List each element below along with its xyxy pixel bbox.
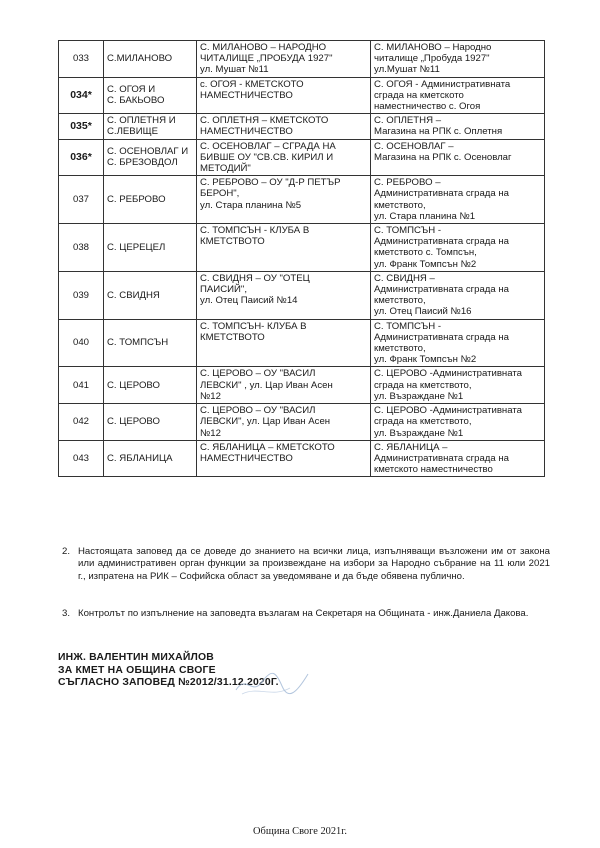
signatory-authority: СЪГЛАСНО ЗАПОВЕД №2012/31.12.2020Г. [58,677,279,689]
cell-line: БЕРОН", [200,188,240,200]
cell-line: ул. Стара планина №1 [374,210,476,222]
cell-line: ПАИСИЙ", [200,284,247,296]
cell-line: С. БАКЬОВО [107,95,165,107]
cell-line: С. МИЛАНОВО – НАРОДНО [200,42,327,53]
cell-line: С.ЛЕВИЩЕ [107,126,158,138]
cell-line: кметството, [374,295,426,307]
cell-line: С. РЕБРОВО – [374,177,441,189]
settlement-cell [104,271,197,319]
cell-line: С. ТОМПСЪН - [374,225,442,237]
cell-line: сграда на кметството, [374,416,472,428]
reserve-location-cell [371,139,545,176]
cell-line: Административната сграда на [374,236,510,248]
cell-line: С. ТОМПСЪН - КЛУБА В [200,225,310,237]
settlement-cell [104,139,197,176]
cell-line: С. ОСЕНОВЛАГ – СГРАДА НА [200,140,336,152]
reserve-location-cell [371,224,545,272]
table-row [59,404,545,441]
cell-line: сграда на кметството, [374,379,472,391]
table-body [59,41,545,477]
settlement-cell [104,367,197,404]
reserve-location-cell [371,114,545,139]
cell-line: наместничество с. Огоя [374,101,481,113]
settlement-cell [104,319,197,367]
cell-line: ул. Франк Томпсън №2 [374,354,477,366]
cell-line: кметството с. Томпсън, [374,247,477,259]
cell-line: КМЕТСТВОТО [200,236,265,248]
settlement-cell [104,114,197,139]
cell-line: С. ЯБЛАНИЦА – КМЕТСКОТО [200,441,335,453]
settlement-cell [104,404,197,441]
cell-line: ул. Възраждане №1 [374,390,464,402]
cell-line: кметството, [374,199,426,211]
cell-line: С.МИЛАНОВО [107,53,173,65]
section-number: 037 [59,176,104,224]
section-number: 035* [59,114,104,139]
cell-line: ЛЕВСКИ", ул. Цар Иван Асен [200,416,331,428]
table-row [59,367,545,404]
cell-line: С. ТОМПСЪН- КЛУБА В [200,320,307,332]
cell-line: С. ОГОЯ И [107,84,156,96]
cell-line: Административната сграда на [374,284,510,296]
cell-line: С. ЦЕРОВО – ОУ "ВАСИЛ [200,405,316,417]
cell-line: НАМЕСТНИЧЕСТВО [200,452,293,464]
signatory-title: ЗА КМЕТ НА ОБЩИНА СВОГЕ [58,664,216,676]
cell-line: ул. Франк Томпсън №2 [374,258,477,270]
cell-line: С. БРЕЗОВДОЛ [107,157,178,169]
section-number: 042 [59,404,104,441]
signatory-name: ИНЖ. ВАЛЕНТИН МИХАЙЛОВ [58,652,214,663]
cell-line: №12 [200,390,221,402]
reserve-location-cell [371,319,545,367]
cell-line: С. ТОМПСЪН - [374,320,442,332]
cell-line: С. ОПЛЕТНЯ – [374,115,442,127]
section-number: 036* [59,139,104,176]
item-marker: 3. [62,608,71,619]
cell-line: ул. Стара планина №5 [200,199,302,211]
page-footer: Община Своге 2021г. [253,826,347,837]
primary-location-cell [197,114,371,139]
cell-line: №12 [200,427,221,439]
cell-line: ул. Мушат №11 [200,64,269,76]
primary-location-cell [197,41,371,78]
cell-line: ЧИТАЛИЩЕ „ПРОБУДА 1927" [200,53,333,65]
cell-line: С. СВИДНЯ [107,289,160,301]
item-2 [62,546,550,583]
item-text: Контролът по изпълнение на заповедта възлагам на Секретаря на Общината - инж.Даниела Дакова. [78,608,529,619]
primary-location-cell [197,319,371,367]
reserve-location-cell [371,440,545,477]
table-row [59,139,545,176]
cell-line: НАМЕСТНИЧЕСТВО [200,126,293,138]
cell-line: С. ЦЕРОВО -Административната [374,405,522,417]
primary-location-cell [197,404,371,441]
cell-line: Магазина на РПК с. Оплетня [374,126,503,138]
cell-line: ул. Отец Паисий №14 [200,295,298,307]
cell-line: ЛЕВСКИ" , ул. Цар Иван Асен [200,379,333,391]
cell-line: сграда на кметското [374,89,464,101]
cell-line: С. ЦЕРОВО -Административната [374,368,522,380]
cell-line: ул. Отец Паисий №16 [374,306,472,318]
table-row [59,77,545,114]
cell-line: МЕТОДИЙ" [200,163,251,175]
reserve-location-cell [371,367,545,404]
cell-line: Магазина на РПК с. Осеновлаг [374,151,512,163]
reserve-location-cell [371,41,545,78]
primary-location-cell [197,271,371,319]
section-number: 034* [59,77,104,114]
table-row [59,114,545,139]
reserve-location-cell [371,271,545,319]
primary-location-cell [197,176,371,224]
cell-line: ул. Възраждане №1 [374,427,464,439]
section-number: 038 [59,224,104,272]
cell-line: С. ЯБЛАНИЦА – [374,441,448,453]
cell-line: С. ОПЛЕТНЯ – КМЕТСКОТО [200,115,329,127]
item-marker: 2. [62,546,71,557]
cell-line: С. ЦЕРОВО – ОУ "ВАСИЛ [200,368,316,380]
item-3 [62,608,550,620]
cell-line: кметството, [374,343,426,355]
cell-line: С. ЯБЛАНИЦА [107,452,173,464]
cell-line: С. ОПЛЕТНЯ И [107,115,176,127]
reserve-location-cell [371,404,545,441]
cell-line: Административната сграда на [374,188,510,200]
reserve-location-cell [371,176,545,224]
table-row [59,224,545,272]
cell-line: С. ЦЕРОВО [107,416,160,428]
item-text: Настоящата заповед да се доведе до знанието на всички лица, изпълняващи възложени им от закона или административен орган функции за произвеждане на избори за Народно събрание на 11 юли 2021 г., изпратена на РИК – Софийска област за уведомяване и да бъде обявена публично. [78,546,550,582]
cell-line: ул.Мушат №11 [374,64,440,76]
cell-line: БИВШЕ ОУ "СВ.СВ. КИРИЛ И [200,151,334,163]
settlement-cell [104,224,197,272]
cell-line: Административната сграда на [374,331,510,343]
settlement-cell [104,176,197,224]
section-number: 041 [59,367,104,404]
cell-line: С. ЦЕРОВО [107,379,160,391]
primary-location-cell [197,139,371,176]
handwritten-signature [232,668,312,700]
polling-sections-table [58,40,545,477]
section-number: 039 [59,271,104,319]
cell-line: С. СВИДНЯ – ОУ "ОТЕЦ [200,272,310,284]
cell-line: С. МИЛАНОВО – Народно [374,42,492,53]
settlement-cell [104,41,197,78]
cell-line: читалище „Пробуда 1927" [374,53,490,65]
cell-line: С. ТОМПСЪН [107,337,169,349]
cell-line: кметското наместничество [374,464,493,476]
section-number: 040 [59,319,104,367]
section-number: 043 [59,440,104,477]
settlement-cell [104,440,197,477]
cell-line: С. СВИДНЯ – [374,272,435,284]
cell-line: НАМЕСТНИЧЕСТВО [200,89,293,101]
primary-location-cell [197,367,371,404]
cell-line: С. ЦЕРЕЦЕЛ [107,241,166,253]
table-row [59,41,545,78]
cell-line: С. ОГОЯ - Административната [374,78,511,90]
table-row [59,271,545,319]
cell-line: С. ОСЕНОВЛАГ – [374,140,454,152]
table-row [59,319,545,367]
table-row [59,176,545,224]
table-row [59,440,545,477]
section-number: 033 [59,41,104,78]
settlement-cell [104,77,197,114]
cell-line: с. ОГОЯ - КМЕТСКОТО [200,78,304,90]
reserve-location-cell [371,77,545,114]
cell-line: С. РЕБРОВО – ОУ "Д-Р ПЕТЪР [200,177,341,189]
cell-line: С. ОСЕНОВЛАГ И [107,146,189,158]
cell-line: Административната сграда на [374,452,510,464]
primary-location-cell [197,440,371,477]
cell-line: С. РЕБРОВО [107,194,166,206]
primary-location-cell [197,77,371,114]
primary-location-cell [197,224,371,272]
cell-line: КМЕТСТВОТО [200,331,265,343]
